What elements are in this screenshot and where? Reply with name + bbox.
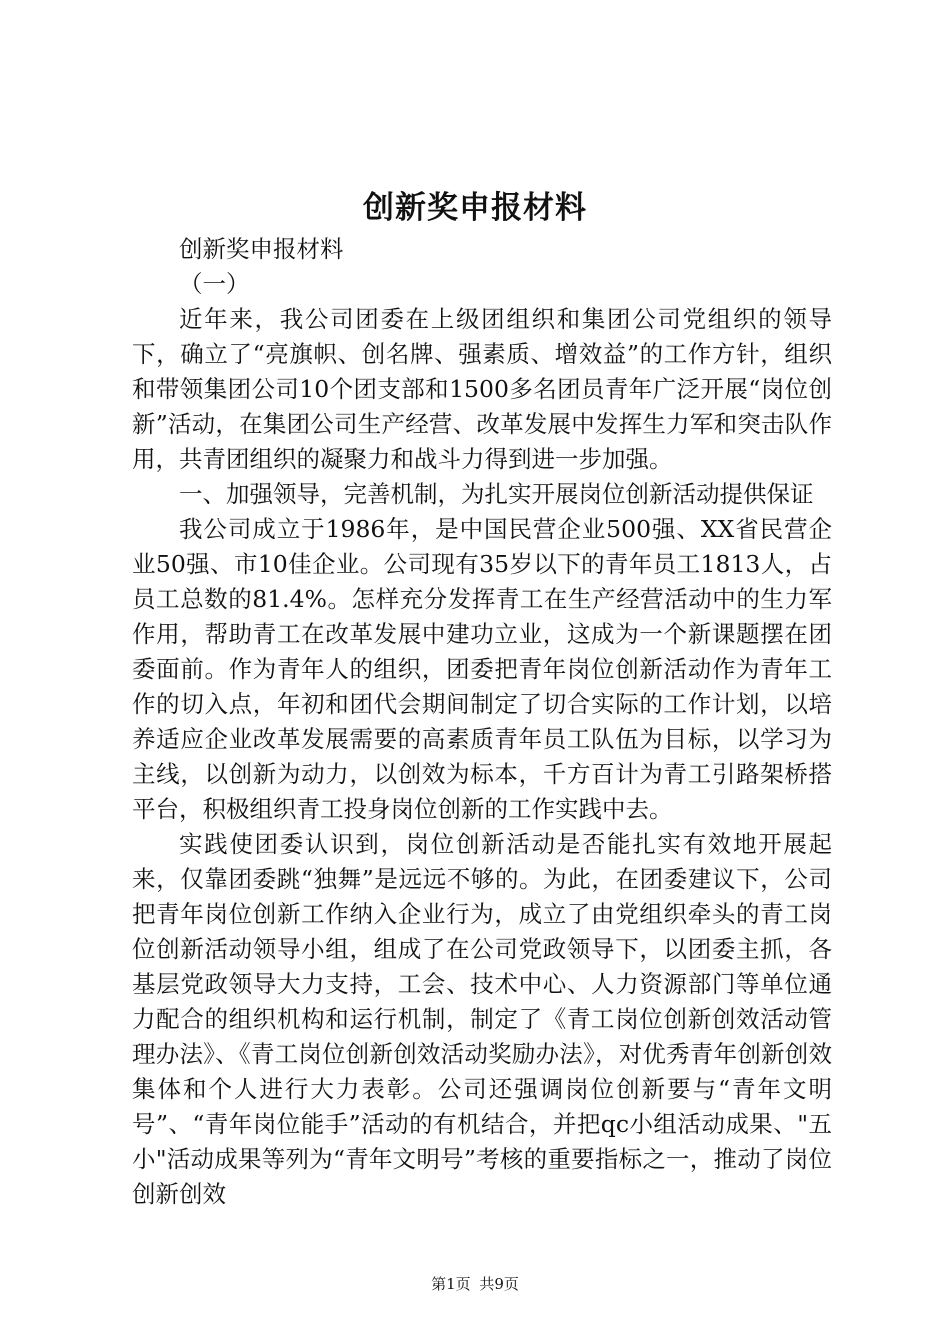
document-body xyxy=(132,232,832,1212)
page-number: 第1页 xyxy=(431,1275,471,1293)
paragraph-intro: 近年来，我公司团委在上级团组织和集团公司党组织的领导下，确立了“亮旗帜、创名牌、强素质、增效益”的工作方针，组织和带领集团公司10个团支部和1500多名团员青年广泛开展“岗位创新”活动，在集团公司生产经营、改革发展中发挥生力军和突击队作用，共青团组织的凝聚力和战斗力得到进一步加强。 xyxy=(132,305,832,473)
document-title: 创新奖申报材料 xyxy=(363,190,587,226)
paragraph-practice: 实践使团委认识到，岗位创新活动是否能扎实有效地开展起来，仅靠团委跳“独舞”是远远不够的。为此，在团委建议下，公司把青年岗位创新工作纳入企业行为，成立了由党组织牵头的青工岗位创新活动领导小组，组成了在公司党政领导下，以团委主抓，各基层党政领导大力支持，工会、技术中心、人力资源部门等单位通力配合的组织机构和运行机制，制定了《青工岗位创新创效活动管理办法》、《青工岗位创新创效活动奖励办法》，对优秀青年创新创效集体和个人进行大力表彰。公司还强调岗位创新要与“青年文明号”、“青年岗位能手”活动的有机结合，并把qc小组活动成果、"五小"活动成果等列为“青年文明号”考核的重要指标之一，推动了岗位创新创效 xyxy=(132,830,832,1208)
paragraph-heading-1: 一、加强领导，完善机制，为扎实开展岗位创新活动提供保证 xyxy=(179,480,814,508)
page-total: 共9页 xyxy=(479,1275,519,1293)
paragraph-section-number: （一） xyxy=(179,270,250,298)
paragraph-subtitle: 创新奖申报材料 xyxy=(179,235,344,263)
page-footer xyxy=(0,1274,950,1294)
paragraph-company-background: 我公司成立于1986年，是中国民营企业500强、XX省民营企业50强、市10佳企业。公司现有35岁以下的青年员工1813人，占员工总数的81.4%。怎样充分发挥青工在生产经营活动中的生力军作用，帮助青工在改革发展中建功立业，这成为一个新课题摆在团委面前。作为青年人的组织，团委把青年岗位创新活动作为青年工作的切入点，年初和团代会期间制定了切合实际的工作计划，以培养适应企业改革发展需要的高素质青年员工队伍为目标，以学习为主线，以创新为动力，以创效为标本，千方百计为青工引路架桥搭平台，积极组织青工投身岗位创新的工作实践中去。 xyxy=(132,515,832,823)
